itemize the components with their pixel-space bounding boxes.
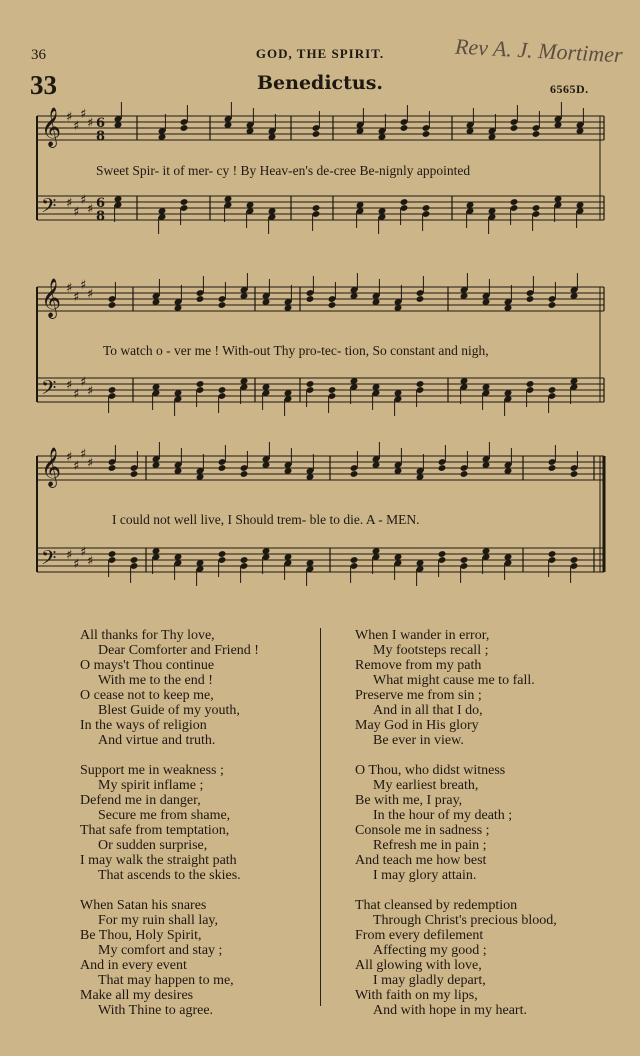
note-head bbox=[526, 295, 535, 303]
note-head bbox=[306, 295, 315, 303]
note-head bbox=[548, 464, 557, 472]
note-head bbox=[306, 380, 315, 388]
verse-line: Through Christ's precious blood, bbox=[373, 913, 557, 928]
note-head bbox=[532, 130, 541, 138]
verse-line: That may happen to me, bbox=[98, 973, 234, 988]
handwritten-note: Rev A. J. Mortimer bbox=[454, 33, 624, 68]
sharp-sign: ♯ bbox=[66, 281, 73, 296]
note-head bbox=[460, 470, 469, 478]
sharp-sign: ♯ bbox=[87, 456, 94, 471]
sharp-sign: ♯ bbox=[66, 450, 73, 465]
verse-line: Remove from my path bbox=[355, 658, 482, 673]
verse-line: With me to the end ! bbox=[98, 673, 213, 688]
note-head bbox=[328, 301, 337, 309]
hymn-number: 33 bbox=[30, 70, 57, 100]
verse-line: And in every event bbox=[80, 958, 187, 973]
verse-block-left bbox=[80, 628, 259, 1033]
lyric-line-3: I could not well live, I Should trem- ble to die. A - MEN. bbox=[112, 512, 420, 527]
sharp-sign: ♯ bbox=[66, 110, 73, 125]
verse-line: Secure me from shame, bbox=[98, 808, 231, 823]
page-number: 36 bbox=[31, 47, 46, 63]
verse-line: Console me in sadness ; bbox=[355, 823, 490, 838]
note-head bbox=[438, 550, 447, 558]
sharp-sign: ♯ bbox=[73, 290, 80, 305]
time-signature-top: 6 bbox=[96, 196, 106, 211]
verse-line: In the hour of my death ; bbox=[373, 808, 513, 823]
note-head bbox=[400, 198, 409, 206]
note-head bbox=[240, 470, 249, 478]
verse-line: I may walk the straight path bbox=[80, 853, 237, 868]
sharp-sign: ♯ bbox=[73, 459, 80, 474]
verse-line: From every defilement bbox=[355, 928, 484, 943]
column-divider bbox=[320, 628, 321, 1006]
verse-line: Defend me in danger, bbox=[80, 793, 201, 808]
note-head bbox=[526, 380, 535, 388]
verse-block-right bbox=[355, 628, 557, 1033]
verse-line: And with hope in my heart. bbox=[373, 1003, 527, 1018]
sharp-sign: ♯ bbox=[66, 378, 73, 393]
treble-clef: 𝄞 bbox=[41, 447, 62, 487]
note-head bbox=[108, 386, 117, 394]
verse-line: When Satan his snares bbox=[80, 898, 207, 913]
note-head bbox=[510, 198, 519, 206]
stanza bbox=[80, 628, 259, 748]
note-head bbox=[570, 556, 579, 564]
verse-line: Blest Guide of my youth, bbox=[98, 703, 240, 718]
stanza bbox=[355, 898, 557, 1018]
note-head bbox=[218, 301, 227, 309]
sharp-sign: ♯ bbox=[87, 384, 94, 399]
note-head bbox=[196, 295, 205, 303]
verse-line: O Thou, who didst witness bbox=[355, 763, 506, 778]
note-head bbox=[108, 550, 117, 558]
verse-line: All glowing with love, bbox=[355, 958, 482, 973]
verse-line: O mays't Thou continue bbox=[80, 658, 215, 673]
note-head bbox=[130, 470, 139, 478]
verse-line: That safe from temptation, bbox=[80, 823, 230, 838]
verse-line: My footsteps recall ; bbox=[373, 643, 489, 658]
note-head bbox=[218, 464, 227, 472]
bass-clef: 𝄢 bbox=[41, 376, 57, 404]
verse-line: May God in His glory bbox=[355, 718, 479, 733]
note-head bbox=[312, 204, 321, 212]
lyric-line-1: Sweet Spir- it of mer- cy ! By Heav-en's de-cree Be-nignly appointed bbox=[96, 163, 471, 178]
sharp-sign: ♯ bbox=[73, 557, 80, 572]
verse-line: That ascends to the skies. bbox=[98, 868, 241, 883]
verse-line: I may glory attain. bbox=[373, 868, 477, 883]
sharp-sign: ♯ bbox=[80, 447, 87, 462]
note-head bbox=[328, 386, 337, 394]
sharp-sign: ♯ bbox=[87, 554, 94, 569]
sharp-sign: ♯ bbox=[87, 116, 94, 131]
note-head bbox=[422, 204, 431, 212]
note-head bbox=[350, 470, 359, 478]
verse-line: Be Thou, Holy Spirit, bbox=[80, 928, 202, 943]
note-head bbox=[312, 130, 321, 138]
note-head bbox=[350, 556, 359, 564]
verse-line: O cease not to keep me, bbox=[80, 688, 214, 703]
stanza bbox=[355, 628, 557, 748]
sharp-sign: ♯ bbox=[66, 548, 73, 563]
verse-line: Dear Comforter and Friend ! bbox=[98, 643, 259, 658]
verse-line: Support me in weakness ; bbox=[80, 763, 224, 778]
sharp-sign: ♯ bbox=[73, 387, 80, 402]
note-head bbox=[548, 550, 557, 558]
treble-clef: 𝄞 bbox=[41, 278, 62, 318]
sharp-sign: ♯ bbox=[80, 545, 87, 560]
note-head bbox=[108, 301, 117, 309]
verse-line: My earliest breath, bbox=[373, 778, 479, 793]
verse-line: Make all my desires bbox=[80, 988, 194, 1003]
note-head bbox=[532, 204, 541, 212]
sharp-sign: ♯ bbox=[66, 196, 73, 211]
meter: 6565D. bbox=[550, 82, 589, 96]
sharp-sign: ♯ bbox=[73, 119, 80, 134]
verse-line: Refresh me in pain ; bbox=[373, 838, 487, 853]
verse-line: What might cause me to fall. bbox=[373, 673, 535, 688]
sharp-sign: ♯ bbox=[80, 107, 87, 122]
note-head bbox=[400, 124, 409, 132]
note-head bbox=[218, 550, 227, 558]
verse-line: When I wander in error, bbox=[355, 628, 490, 643]
verse-line: In the ways of religion bbox=[80, 718, 207, 733]
bass-clef: 𝄢 bbox=[41, 546, 57, 574]
sharp-sign: ♯ bbox=[80, 193, 87, 208]
verse-line: And teach me how best bbox=[355, 853, 487, 868]
note-head bbox=[422, 130, 431, 138]
verse-line: With Thine to agree. bbox=[98, 1003, 214, 1018]
note-head bbox=[180, 198, 189, 206]
verse-line: Preserve me from sin ; bbox=[355, 688, 482, 703]
note-head bbox=[438, 464, 447, 472]
verse-line: That cleansed by redemption bbox=[355, 898, 518, 913]
time-signature-top: 6 bbox=[96, 116, 106, 131]
running-title: GOD, THE SPIRIT. bbox=[255, 46, 385, 61]
verse-line: My comfort and stay ; bbox=[98, 943, 223, 958]
verse-line: With faith on my lips, bbox=[355, 988, 478, 1003]
sharp-sign: ♯ bbox=[80, 278, 87, 293]
note-head bbox=[180, 124, 189, 132]
time-signature-bottom: 8 bbox=[96, 209, 106, 224]
stanza bbox=[355, 763, 557, 883]
sharp-sign: ♯ bbox=[73, 205, 80, 220]
note-head bbox=[416, 380, 425, 388]
lyric-line-2: To watch o - ver me ! With-out Thy pro-tec- tion, So constant and nigh, bbox=[103, 343, 489, 358]
stanza bbox=[80, 763, 259, 883]
verse-line: Affecting my good ; bbox=[373, 943, 487, 958]
note-head bbox=[196, 380, 205, 388]
sharp-sign: ♯ bbox=[87, 287, 94, 302]
verse-line: Be ever in view. bbox=[373, 733, 464, 748]
verse-line: And in all that I do, bbox=[373, 703, 483, 718]
note-head bbox=[130, 556, 139, 564]
verse-line: Or sudden surprise, bbox=[98, 838, 208, 853]
bass-clef: 𝄢 bbox=[41, 194, 57, 222]
verse-line: And virtue and truth. bbox=[98, 733, 216, 748]
verse-line: I may gladly depart, bbox=[373, 973, 486, 988]
note-head bbox=[218, 386, 227, 394]
stanza bbox=[80, 898, 259, 1018]
note-head bbox=[416, 295, 425, 303]
treble-clef: 𝄞 bbox=[41, 107, 62, 147]
note-head bbox=[548, 386, 557, 394]
sharp-sign: ♯ bbox=[80, 375, 87, 390]
note-head bbox=[240, 556, 249, 564]
tune-name: Benedictus. bbox=[256, 72, 384, 94]
sharp-sign: ♯ bbox=[87, 202, 94, 217]
note-head bbox=[510, 124, 519, 132]
verse-line: For my ruin shall lay, bbox=[98, 913, 219, 928]
note-head bbox=[548, 301, 557, 309]
verse-line: All thanks for Thy love, bbox=[80, 628, 215, 643]
note-head bbox=[460, 556, 469, 564]
note-head bbox=[108, 464, 117, 472]
verse-line: Be with me, I pray, bbox=[355, 793, 463, 808]
verse-line: My spirit inflame ; bbox=[98, 778, 204, 793]
time-signature-bottom: 8 bbox=[96, 129, 106, 144]
note-head bbox=[570, 470, 579, 478]
